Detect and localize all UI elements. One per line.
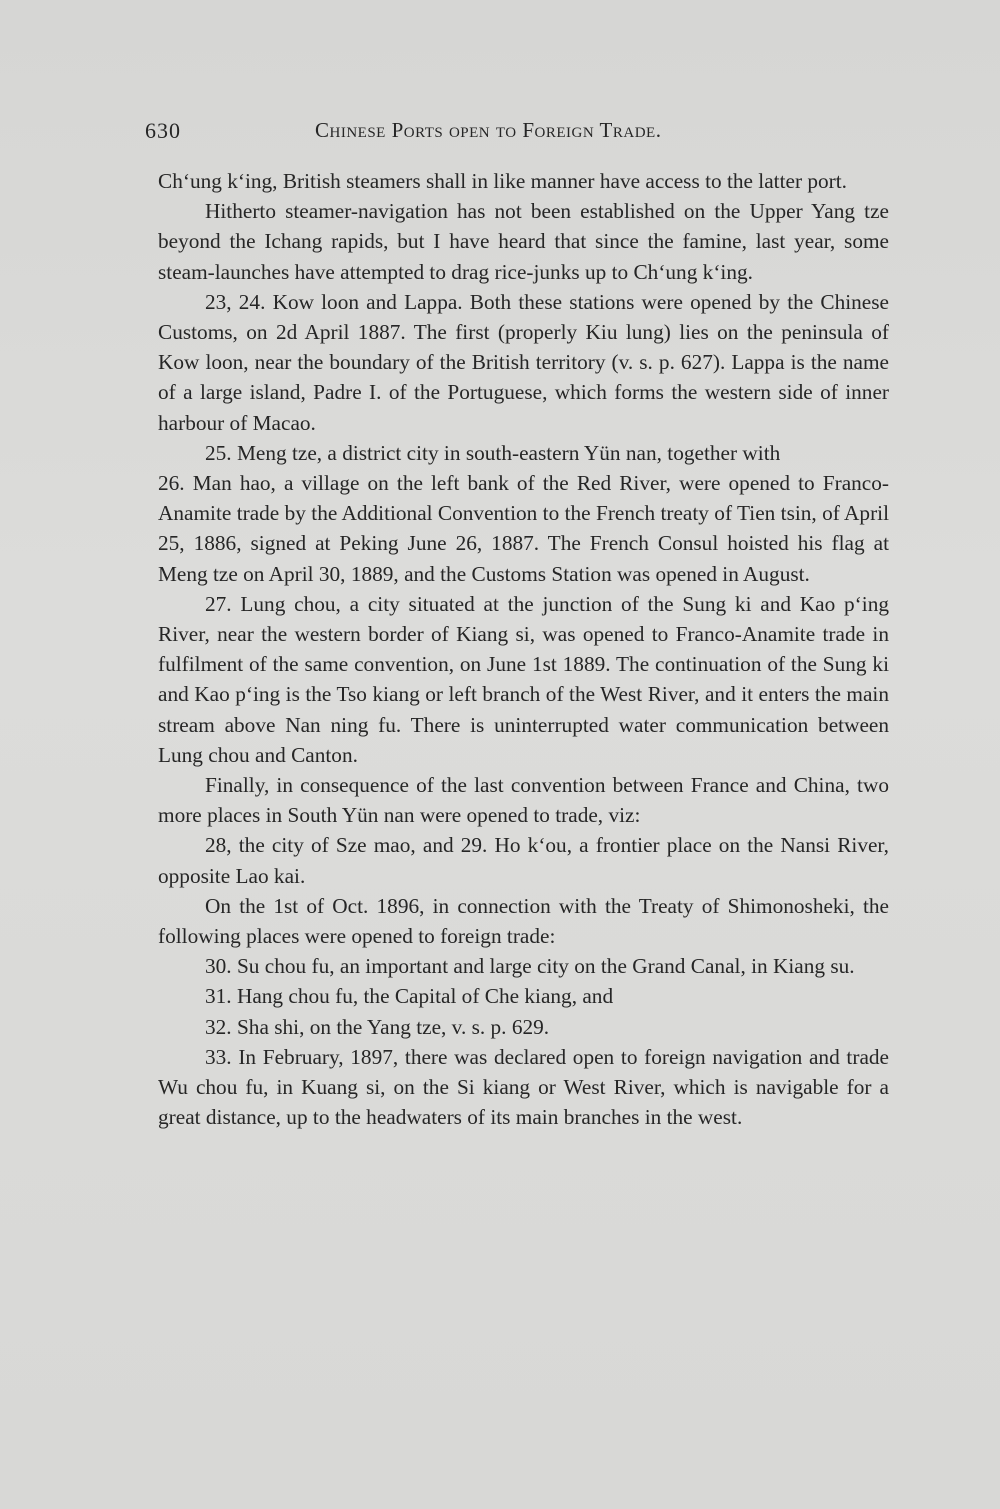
page-number: 630	[145, 118, 181, 143]
paragraph-13: 33. In February, 1897, there was declared open to foreign navigation and trade Wu chou fu, in Kuang si, on the Si kiang or West River, which is navigable for a great distance, up to the headwaters of its main branches in the west.	[158, 1044, 889, 1130]
paragraph-9: On the 1st of Oct. 1896, in connection with the Treaty of Shimonosheki, the following places were opened to foreign trade:	[158, 893, 889, 949]
page-body	[158, 166, 889, 1133]
running-title: Chinese Ports open to Foreign Trade.	[315, 118, 662, 142]
paragraph-3: 23, 24. Kow loon and Lappa. Both these stations were opened by the Chinese Customs, on 2d April 1887. The first (properly Kiu lung) lies on the peninsula of Kow loon, near the boundary of the British territory (v. s. p. 627). Lappa is the name of a large island, Padre I. of the Portuguese, which forms the western side of inner harbour of Macao.	[158, 289, 889, 435]
paragraph-10: 30. Su chou fu, an important and large city on the Grand Canal, in Kiang su.	[205, 954, 855, 979]
paragraph-2: Hitherto steamer-navigation has not been established on the Upper Yang tze beyond the Ichang rapids, but I have heard that since the famine, last year, some steam-launches have attempted to drag rice-junks up to Chʻung kʻing.	[158, 199, 889, 284]
page-header	[0, 112, 1000, 152]
paragraph-11: 31. Hang chou fu, the Capital of Che kiang, and	[205, 984, 614, 1009]
paragraph-12: 32. Sha shi, on the Yang tze, v. s. p. 629.	[205, 1014, 550, 1039]
paragraph-7: Finally, in consequence of the last convention between France and China, two more places in South Yün nan were opened to trade, viz:	[158, 773, 889, 828]
paragraph-5: 26. Man hao, a village on the left bank of the Red River, were opened to Franco-Anamite trade by the Additional Convention to the French treaty of Tien tsin, of April 25, 1886, signed at Peking June 26, 1887. The French Consul hoisted his flag at Meng tze on April 30, 1889, and the Customs Station was opened in August.	[158, 471, 889, 586]
paragraph-6: 27. Lung chou, a city situated at the junction of the Sung ki and Kao pʻing River, near the western border of Kiang si, was opened to Franco-Anamite trade in fulfilment of the same convention, on June 1st 1889. The continuation of the Sung ki and Kao pʻing is the Tso kiang or left branch of the West River, and it enters the main stream above Nan ning fu. There is uninterrupted water communication between Lung chou and Canton.	[158, 591, 889, 767]
paragraph-4: 25. Meng tze, a district city in south-eastern Yün nan, together with	[205, 440, 781, 465]
paragraph-8: 28, the city of Sze mao, and 29. Ho kʻou, a frontier place on the Nansi River, opposite Lao kai.	[158, 833, 889, 888]
paragraph-1: Chʻung kʻing, British steamers shall in like manner have access to the latter port.	[158, 169, 848, 193]
